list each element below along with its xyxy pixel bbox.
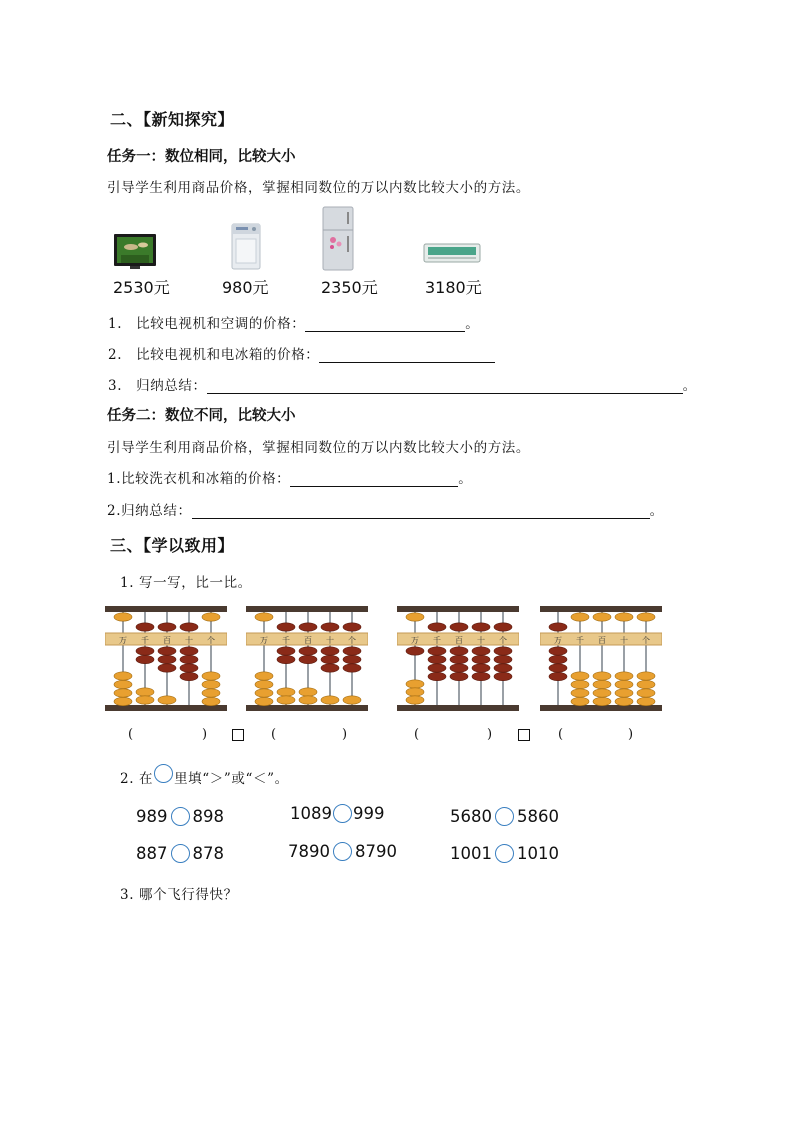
compare-box[interactable] <box>232 729 244 741</box>
lower-bead <box>494 655 512 663</box>
lower-bead <box>321 655 339 663</box>
place-label: 千 <box>282 636 290 645</box>
lower-bead <box>472 655 490 663</box>
comparison-item <box>136 807 224 826</box>
upper-bead <box>549 623 567 631</box>
lower-bead <box>299 688 317 696</box>
lower-bead <box>428 647 446 655</box>
lower-bead <box>593 672 611 680</box>
lower-bead <box>158 696 176 704</box>
paren-left: ( <box>271 727 277 742</box>
answer-blank[interactable] <box>319 346 495 363</box>
upper-bead <box>321 623 339 631</box>
lower-bead <box>472 647 490 655</box>
compare-number: 1089 <box>290 804 332 823</box>
item-suffix: 。 <box>458 471 473 487</box>
lower-bead <box>180 664 198 672</box>
lower-bead <box>321 664 339 672</box>
item-label: 1.比较洗衣机和冰箱的价格： <box>107 471 291 487</box>
lower-bead <box>299 655 317 663</box>
compare-box[interactable] <box>518 729 530 741</box>
tv-icon <box>113 233 157 271</box>
compare-number: 999 <box>353 804 385 823</box>
lower-bead <box>406 696 424 704</box>
lower-bead <box>571 689 589 697</box>
question-2-suffix: 里填“＞”或“＜”。 <box>174 771 289 787</box>
lower-bead <box>277 647 295 655</box>
compare-number: 8790 <box>355 842 397 861</box>
abacus <box>246 606 368 711</box>
price-air-conditioner: 3180元 <box>425 278 482 297</box>
item-number: 3. <box>108 378 123 394</box>
item-number: 1. <box>108 316 123 332</box>
lower-bead <box>406 688 424 696</box>
place-label: 百 <box>455 636 463 645</box>
upper-bead <box>637 613 655 621</box>
item-label: 比较电视机和电冰箱的价格： <box>136 347 320 363</box>
lower-bead <box>494 647 512 655</box>
lower-bead <box>494 672 512 680</box>
lower-bead <box>180 672 198 680</box>
lower-bead <box>202 689 220 697</box>
comparison-item <box>450 844 559 863</box>
lower-bead <box>158 647 176 655</box>
upper-bead <box>180 623 198 631</box>
question-2 <box>120 767 289 787</box>
lower-bead <box>136 655 154 663</box>
lower-bead <box>277 655 295 663</box>
abacus-top-bar <box>540 606 662 612</box>
upper-bead <box>494 623 512 631</box>
answer-blank[interactable] <box>305 315 465 332</box>
compare-number: 7890 <box>288 842 330 861</box>
upper-bead <box>202 613 220 621</box>
item-label: 归纳总结： <box>136 378 207 394</box>
lower-bead <box>321 647 339 655</box>
lower-bead <box>255 680 273 688</box>
task1-item-1 <box>108 312 479 332</box>
upper-bead <box>593 613 611 621</box>
task2-title: 任务二：数位不同，比较大小 <box>107 408 296 424</box>
circle-icon <box>154 764 173 783</box>
place-label: 十 <box>620 636 628 645</box>
price-tv: 2530元 <box>113 278 170 297</box>
task2-item-2 <box>107 499 664 519</box>
lower-bead <box>571 697 589 705</box>
upper-bead <box>450 623 468 631</box>
lower-bead <box>450 655 468 663</box>
lower-bead <box>593 697 611 705</box>
compare-circle[interactable] <box>171 844 190 863</box>
place-label: 个 <box>642 636 650 645</box>
task2-desc: 引导学生利用商品价格，掌握相同数位的万以内数比较大小的方法。 <box>107 440 530 456</box>
upper-bead <box>428 623 446 631</box>
place-label: 万 <box>554 636 562 645</box>
paren-right: ) <box>342 727 348 742</box>
upper-bead <box>571 613 589 621</box>
question-3: 3. 哪个飞行得快？ <box>120 887 238 903</box>
abacus <box>105 606 227 711</box>
air-conditioner-icon <box>423 242 481 264</box>
place-label: 万 <box>260 636 268 645</box>
upper-bead <box>277 623 295 631</box>
lower-bead <box>593 689 611 697</box>
section3-title: 三、【学以致用】 <box>110 536 235 555</box>
lower-bead <box>549 664 567 672</box>
lower-bead <box>450 664 468 672</box>
task1-item-2 <box>108 343 495 363</box>
place-label: 个 <box>348 636 356 645</box>
lower-bead <box>136 688 154 696</box>
item-suffix: 。 <box>649 503 664 519</box>
lower-bead <box>158 664 176 672</box>
place-label: 千 <box>576 636 584 645</box>
lower-bead <box>136 696 154 704</box>
lower-bead <box>255 689 273 697</box>
lower-bead <box>158 655 176 663</box>
upper-bead <box>158 623 176 631</box>
lower-bead <box>615 672 633 680</box>
place-label: 百 <box>598 636 606 645</box>
lower-bead <box>549 647 567 655</box>
question-1: 1. 写一写，比一比。 <box>120 575 252 591</box>
lower-bead <box>299 647 317 655</box>
lower-bead <box>571 672 589 680</box>
compare-circle[interactable] <box>495 807 514 826</box>
lower-bead <box>343 655 361 663</box>
upper-bead <box>615 613 633 621</box>
product-row <box>113 206 503 296</box>
lower-bead <box>114 689 132 697</box>
lower-bead <box>615 697 633 705</box>
upper-bead <box>114 613 132 621</box>
lower-bead <box>549 655 567 663</box>
lower-bead <box>428 672 446 680</box>
task1-item-3 <box>108 374 697 394</box>
comparison-item <box>288 842 397 861</box>
compare-number: 1001 <box>450 844 492 863</box>
item-label: 2.归纳总结： <box>107 503 192 519</box>
lower-bead <box>321 696 339 704</box>
compare-circle[interactable] <box>333 804 352 823</box>
upper-bead <box>472 623 490 631</box>
item-suffix: 。 <box>465 316 480 332</box>
lower-bead <box>637 672 655 680</box>
place-label: 百 <box>304 636 312 645</box>
place-label: 十 <box>477 636 485 645</box>
lower-bead <box>450 672 468 680</box>
upper-bead <box>299 623 317 631</box>
lower-bead <box>299 696 317 704</box>
price-washing-machine: 980元 <box>222 278 269 297</box>
lower-bead <box>571 680 589 688</box>
washing-machine-icon <box>230 223 262 271</box>
paren-left: ( <box>414 727 420 742</box>
lower-bead <box>406 647 424 655</box>
lower-bead <box>277 696 295 704</box>
section2-title: 二、【新知探究】 <box>110 110 235 129</box>
place-label: 万 <box>411 636 419 645</box>
lower-bead <box>472 672 490 680</box>
place-label: 十 <box>326 636 334 645</box>
task1-title: 任务一：数位相同，比较大小 <box>107 149 296 165</box>
compare-number: 878 <box>192 844 224 863</box>
place-label: 千 <box>141 636 149 645</box>
lower-bead <box>549 672 567 680</box>
item-suffix: 。 <box>682 378 697 394</box>
lower-bead <box>472 664 490 672</box>
lower-bead <box>202 680 220 688</box>
lower-bead <box>343 647 361 655</box>
place-label: 万 <box>119 636 127 645</box>
place-label: 千 <box>433 636 441 645</box>
lower-bead <box>202 672 220 680</box>
paren-right: ) <box>487 727 493 742</box>
lower-bead <box>428 664 446 672</box>
task2-item-1 <box>107 467 472 487</box>
paren-left: ( <box>128 727 134 742</box>
lower-bead <box>136 647 154 655</box>
price-fridge: 2350元 <box>321 278 378 297</box>
comparison-item <box>136 844 224 863</box>
lower-bead <box>637 680 655 688</box>
compare-circle[interactable] <box>495 844 514 863</box>
comparison-item <box>450 807 559 826</box>
lower-bead <box>180 655 198 663</box>
paren-right: ) <box>202 727 208 742</box>
abacus <box>397 606 519 711</box>
lower-bead <box>637 689 655 697</box>
answer-blank[interactable] <box>192 502 650 519</box>
lower-bead <box>180 647 198 655</box>
lower-bead <box>114 680 132 688</box>
lower-bead <box>202 697 220 705</box>
compare-number: 5680 <box>450 807 492 826</box>
place-label: 个 <box>207 636 215 645</box>
item-label: 比较电视机和空调的价格： <box>136 316 306 332</box>
upper-bead <box>343 623 361 631</box>
lower-bead <box>494 664 512 672</box>
compare-number: 5860 <box>517 807 559 826</box>
lower-bead <box>114 672 132 680</box>
lower-bead <box>114 697 132 705</box>
lower-bead <box>343 664 361 672</box>
lower-bead <box>593 680 611 688</box>
lower-bead <box>615 680 633 688</box>
lower-bead <box>428 655 446 663</box>
lower-bead <box>406 680 424 688</box>
compare-number: 989 <box>136 807 168 826</box>
answer-blank[interactable] <box>207 377 683 394</box>
lower-bead <box>615 689 633 697</box>
lower-bead <box>255 697 273 705</box>
fridge-icon <box>321 206 355 272</box>
lower-bead <box>277 688 295 696</box>
abacus-top-bar <box>397 606 519 612</box>
item-number: 2. <box>108 347 123 363</box>
place-label: 十 <box>185 636 193 645</box>
paren-left: ( <box>558 727 564 742</box>
compare-circle[interactable] <box>333 842 352 861</box>
paren-right: ) <box>628 727 634 742</box>
upper-bead <box>255 613 273 621</box>
answer-blank[interactable] <box>290 470 458 487</box>
compare-circle[interactable] <box>171 807 190 826</box>
compare-number: 1010 <box>517 844 559 863</box>
lower-bead <box>450 647 468 655</box>
upper-bead <box>406 613 424 621</box>
lower-bead <box>343 696 361 704</box>
compare-number: 887 <box>136 844 168 863</box>
lower-bead <box>637 697 655 705</box>
place-label: 个 <box>499 636 507 645</box>
abacus-top-bar <box>105 606 227 612</box>
abacus-top-bar <box>246 606 368 612</box>
comparison-item <box>290 804 385 823</box>
place-label: 百 <box>163 636 171 645</box>
abacus <box>540 606 662 711</box>
compare-number: 898 <box>192 807 224 826</box>
abacus-bottom-bar <box>397 705 519 711</box>
upper-bead <box>136 623 154 631</box>
task1-desc: 引导学生利用商品价格，掌握相同数位的万以内数比较大小的方法。 <box>107 180 530 196</box>
question-2-prefix: 2. 在 <box>120 771 154 787</box>
lower-bead <box>255 672 273 680</box>
